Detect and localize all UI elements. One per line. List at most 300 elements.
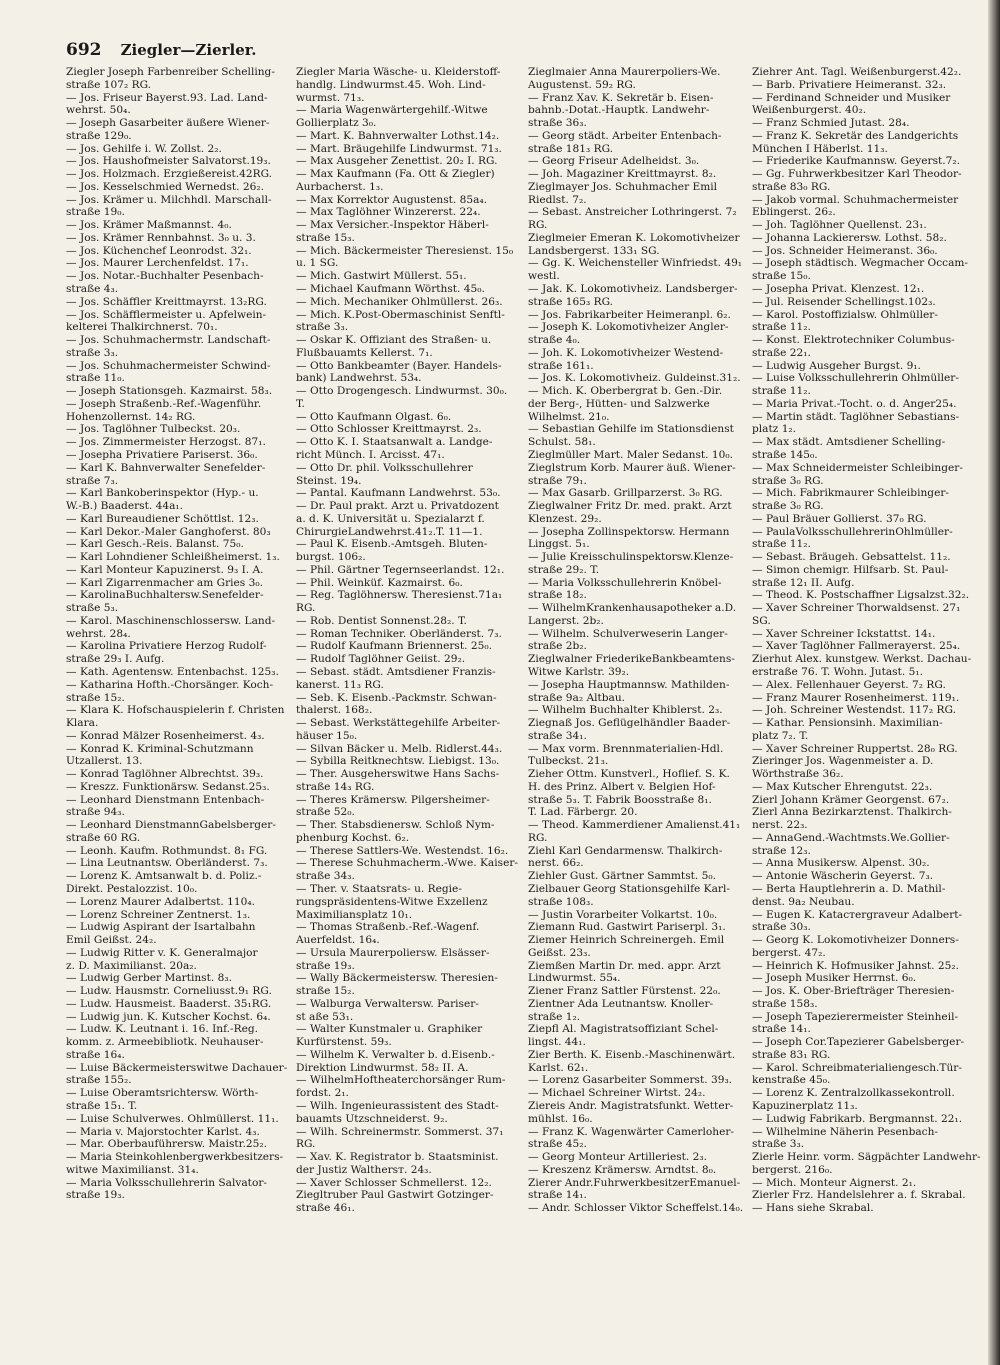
directory-entry-line: Zieglmeier Emeran K. Lokomotivheizer: [528, 231, 740, 244]
directory-entry-line: straße 19₃.: [296, 959, 355, 972]
directory-entry-line: — Rudolf Kaufmann Briennerst. 25₀.: [296, 640, 492, 653]
directory-entry-line: — Jos. Schneider Heimeranst. 36₀.: [752, 244, 938, 257]
directory-entry-line: — Joseph Gasarbeiter äußere Wiener-: [66, 117, 270, 130]
directory-entry-line: — Karl Gesch.-Reis. Balanst. 75₀.: [66, 538, 244, 551]
directory-entry-line: westl.: [528, 270, 560, 283]
directory-entry-line: nerst. 66₂.: [528, 857, 584, 870]
directory-entry-line: — Ludwig Ausgeher Burgst. 9₁.: [752, 359, 921, 372]
directory-entry-line: straße 9a₂ Altbau.: [528, 691, 626, 704]
directory-entry-line: straße 34₁.: [528, 729, 587, 742]
directory-column-2: [296, 66, 522, 1215]
directory-entry-line: straße 15₂.: [66, 691, 125, 704]
directory-entry-line: — Simon chemigr. Hilfsarb. St. Paul-: [752, 563, 949, 576]
directory-entry-line: — Karl Monteur Kapuzinerst. 9₃ I. A.: [66, 563, 264, 576]
directory-entry-line: — Friederike Kaufmannsw. Geyerst.7₂.: [752, 155, 961, 168]
directory-entry-line: bergerst. 216₀.: [752, 1163, 833, 1176]
directory-entry-line: straße 161₁.: [528, 359, 594, 372]
directory-entry-line: — Mich. Monteur Aignerst. 2₁.: [752, 1176, 917, 1189]
directory-entry-line: — Luise Volksschullehrerin Ohlmüller-: [752, 372, 959, 385]
directory-entry-line: RG.: [296, 602, 316, 615]
directory-entry-line: — Josepha Privat. Klenzest. 12₁.: [752, 283, 925, 296]
directory-entry-line: — Karl Dekor.-Maler Ganghoferst. 80₃: [66, 525, 271, 538]
directory-entry-line: — Franz Maurer Rosenheimerst. 119₁.: [752, 691, 960, 704]
directory-entry-line: straße 11₀.: [66, 372, 125, 385]
directory-entry-line: — Karl Zigarrenmacher am Gries 3₀.: [66, 576, 263, 589]
directory-entry-line: — Ferdinand Schneider und Musiker: [752, 91, 951, 104]
directory-entry-line: Ziemer Heinrich Schreinergeh. Emil: [528, 934, 725, 947]
directory-entry-line: — Walter Kunstmaler u. Graphiker: [296, 1023, 483, 1036]
directory-entry-line: a. d. K. Universität u. Spezialarzt f.: [296, 512, 485, 525]
directory-entry-line: Zieglmaier Anna Maurerpoliers-We.: [528, 66, 721, 78]
page-edge-shadow: [988, 0, 1000, 1365]
directory-entry-line: — Mich. Gastwirt Müllerst. 55₁.: [296, 270, 467, 283]
directory-entry-line: — Ludwig jun. K. Kutscher Kochst. 6₄.: [66, 1010, 271, 1023]
directory-entry-line: — Franz Schmied Jutast. 28₄.: [752, 117, 910, 130]
directory-entry-line: — Ludwig Fabrikarb. Bergmannst. 22₁.: [752, 1112, 963, 1125]
directory-entry-line: — Karolina Privatiere Herzog Rudolf-: [66, 640, 267, 653]
directory-entry-line: Langerst. 2b₂.: [528, 614, 604, 627]
directory-entry-line: — Georg Monteur Artilleriest. 2₃.: [528, 1151, 708, 1164]
directory-entry-line: — Ludw. K. Leutnant i. 16. Inf.-Reg.: [66, 1023, 258, 1036]
directory-entry-line: — Otto Drogengesch. Lindwurmst. 30₀.: [296, 385, 508, 398]
directory-entry-line: Zierle Heinr. vorm. Sägpächter Landwehr-: [752, 1151, 981, 1164]
directory-entry-line: — Jos. Notar.-Buchhalter Pesenbach-: [66, 270, 264, 283]
directory-entry-line: — Lorenz Schreiner Zentnerst. 1₃.: [66, 908, 251, 921]
directory-entry-line: München I Häberlst. 11₃.: [752, 142, 888, 155]
directory-entry-line: — WilhelmKrankenhausapotheker a.D.: [528, 602, 737, 615]
directory-entry-line: bauamts Utzschneiderst. 9₂.: [296, 1112, 448, 1125]
directory-entry-line: RG.: [296, 1138, 316, 1151]
directory-entry-line: — Joseph Tapezierermeister Steinheil-: [752, 1010, 959, 1023]
directory-entry-line: straße 145₀.: [752, 448, 818, 461]
directory-entry-line: — Sebastian Gehilfe im Stationsdienst: [528, 423, 734, 436]
directory-entry-line: straße 30₃.: [752, 921, 811, 934]
directory-entry-line: straße 83₁ RG.: [752, 1048, 831, 1061]
directory-entry-line: — Heinrich K. Hofmusiker Jahnst. 25₂.: [752, 959, 959, 972]
directory-entry-line: SG.: [752, 614, 771, 627]
directory-entry-line: — Theod. K. Postschaffner Ligsalzst.32₂.: [752, 589, 970, 602]
directory-entry-line: — Jakob vormal. Schuhmachermeister: [752, 193, 959, 206]
directory-entry-line: straße 12₁ II. Aufg.: [752, 576, 855, 589]
directory-entry-line: straße 3₀ RG.: [752, 474, 824, 487]
directory-entry-line: — Jos. Taglöhner Tulbeckst. 20₃.: [66, 423, 241, 436]
directory-entry-line: Ziehl Karl Gendarmensw. Thalkirch-: [528, 844, 723, 857]
directory-entry-line: rungspräsidentens-Witwe Exzellenz: [296, 895, 488, 908]
directory-entry-line: — Karol. Schreibmaterialiengesch.Tür-: [752, 1061, 962, 1074]
directory-entry-line: — Jos. Schäffler Kreittmayrst. 13₂RG.: [66, 295, 267, 308]
directory-entry-line: straße 83₀ RG.: [752, 180, 831, 193]
directory-entry-line: — Ludwig Ritter v. K. Generalmajor: [66, 946, 258, 959]
directory-entry-line: Zierer Andr.FuhrwerkbesitzerEmanuel-: [528, 1176, 741, 1189]
directory-entry-line: Zieher Ottm. Kunstverl., Hoflief. S. K.: [528, 768, 730, 781]
directory-entry-line: T. Lad. Färbergr. 20.: [528, 806, 638, 819]
directory-entry-line: — Josepha Zollinspektorsw. Hermann: [528, 525, 730, 538]
directory-entry-line: — Ther. Ausgeherswitwe Hans Sachs-: [296, 768, 500, 781]
directory-entry-line: — Andr. Schlosser Viktor Scheffelst.14₀.: [528, 1202, 744, 1215]
directory-entry-line: — Oskar K. Offiziant des Straßen- u.: [296, 334, 492, 347]
directory-entry-line: Ziegltruber Paul Gastwirt Gotzinger-: [296, 1189, 494, 1202]
directory-entry-line: Zierl Anna Bezirkarztenst. Thalkirch-: [752, 806, 952, 819]
directory-entry-line: — Karl Bureaudiener Schöttlst. 12₃.: [66, 512, 259, 525]
page-header: [66, 40, 960, 68]
directory-entry-line: straße 94₃.: [66, 806, 125, 819]
directory-column-1: [66, 66, 294, 1202]
directory-entry-line: — Georg K. Lokomotivheizer Donners-: [752, 934, 959, 947]
directory-entry-line: Flußbauamts Kellerst. 7₁.: [296, 346, 433, 359]
directory-entry-line: — Maria v. Majorstochter Karlst. 4₃.: [66, 1125, 260, 1138]
directory-entry-line: wurmst. 71₃.: [296, 91, 365, 104]
directory-entry-line: straße 15₁. T.: [66, 1100, 138, 1113]
directory-entry-line: — Karol. Postoffizialsw. Ohlmüller-: [752, 308, 938, 321]
directory-entry-line: — Max Gasarb. Grillparzerst. 3₀ RG.: [528, 487, 723, 500]
directory-entry-line: — Jos. Schuhmachermstr. Landschaft-: [66, 334, 271, 347]
directory-entry-line: — Rob. Dentist Sonnenst.28₂. T.: [296, 614, 467, 627]
directory-entry-line: — Xaver Schreiner Ickstattst. 14₁.: [752, 627, 936, 640]
directory-entry-line: Zieringer Jos. Wagenmeister a. D.: [752, 755, 934, 768]
directory-entry-line: straße 46₁.: [296, 1202, 355, 1215]
directory-entry-line: — Paul K. Eisenb.-Amtsgeh. Bluten-: [296, 538, 488, 551]
directory-entry-line: straße 3₃.: [296, 321, 349, 334]
directory-entry-line: straße 45₂.: [528, 1138, 587, 1151]
directory-entry-line: — Antonie Wäscherin Geyerst. 7₃.: [752, 870, 934, 883]
directory-entry-line: Direktion Lindwurmst. 58₂ II. A.: [296, 1061, 469, 1074]
directory-entry-line: Ziegnaß Jos. Geflügelhändler Baader-: [528, 717, 731, 730]
directory-entry-line: T.: [296, 397, 305, 410]
directory-entry-line: Zielbauer Georg Stationsgehilfe Karl-: [528, 883, 730, 895]
directory-entry-line: — Konrad Taglöhner Albrechtst. 39₃.: [66, 768, 264, 781]
directory-entry-line: der Berg-, Hütten- und Salzwerke: [528, 397, 710, 410]
directory-entry-line: Riedlst. 7₂.: [528, 193, 587, 206]
directory-entry-line: — Michael Schreiner Wirtst. 24₂.: [528, 1087, 706, 1100]
directory-entry-line: — Gg. K. Weichensteller Winfriedst. 49₁: [528, 257, 743, 270]
directory-entry-line: — Therese Schuhmacherm.-Wwe. Kaiser-: [296, 857, 518, 870]
directory-entry-line: — Mich. Bäckermeister Theresienst. 15₀: [296, 244, 514, 257]
directory-entry-line: der Justiz Walthersт. 24₃.: [296, 1163, 432, 1176]
directory-entry-line: straße 29₂. T.: [528, 563, 600, 576]
directory-entry-line: kanerst. 11₃ RG.: [296, 678, 384, 691]
directory-entry-line: — Ursula Maurerpoliersw. Elsässer-: [296, 946, 490, 959]
directory-entry-line: — Jos. Schuhmachermeister Schwind-: [66, 359, 271, 372]
directory-entry-line: — Theod. Kammerdiener Amalienst.41₁: [528, 819, 741, 832]
directory-entry-line: Geißst. 23₃.: [528, 946, 591, 959]
directory-entry-line: Landsbergerst. 133₁ SG.: [528, 244, 660, 257]
directory-entry-line: häuser 15₀.: [296, 729, 358, 742]
directory-entry-line: — Jos. Krämer u. Milchhdl. Marschall-: [66, 193, 272, 206]
directory-entry-line: — Max Versicher.-Inspektor Häberl-: [296, 219, 489, 232]
directory-entry-line: Ziehrer Ant. Tagl. Weißenburgerst.42₂.: [752, 66, 962, 78]
directory-entry-line: straße 4₃.: [66, 283, 119, 296]
directory-entry-line: — Phil. Weinküf. Kazmairst. 6₀.: [296, 576, 463, 589]
directory-entry-line: — Maria Steinkohlenbergwerkbesitzers-: [66, 1151, 284, 1164]
directory-entry-line: mühlst. 16₀.: [528, 1112, 593, 1125]
directory-entry-line: komm. z. Armeebibliotk. Neuhauser-: [66, 1036, 264, 1049]
directory-entry-line: — Max Korrektor Augustenst. 85a₄.: [296, 193, 488, 206]
directory-entry-line: — Sebast. städt. Amtsdiener Franzis-: [296, 665, 496, 678]
directory-entry-line: straße 22₁.: [752, 346, 811, 359]
directory-entry-line: Zieglmüller Mart. Maler Sedanst. 10₀.: [528, 448, 733, 461]
directory-entry-line: — Maria Wagenwärtergehilf.-Witwe: [296, 104, 488, 117]
directory-entry-line: Ziemßen Martin Dr. med. appr. Arzt: [528, 959, 721, 972]
directory-entry-line: — Joh. Taglöhner Quellenst. 23₁.: [752, 219, 927, 232]
directory-entry-line: lingst. 44₁.: [528, 1036, 586, 1049]
directory-entry-line: — Franz Xav. K. Sekretär b. Eisen-: [528, 91, 714, 104]
directory-entry-line: u. 1 SG.: [296, 257, 339, 270]
directory-entry-line: — Jos. K. Ober-Briefträger Theresien-: [752, 985, 955, 998]
directory-entry-line: — Leonhard Dienstmann Entenbach-: [66, 793, 265, 806]
directory-entry-line: — Ludwig Aspirant der Isartalbahn: [66, 921, 256, 934]
directory-entry-line: Steinst. 19₄.: [296, 474, 362, 487]
directory-entry-line: — Leonhard DienstmannGabelsberger-: [66, 819, 276, 832]
directory-entry-line: — Konst. Elektrotechniker Columbus-: [752, 334, 955, 347]
directory-entry-line: — Max Kutscher Ehrengutst. 22₃.: [752, 780, 933, 793]
directory-entry-line: — Luise Oberamtsrichtersw. Wörth-: [66, 1087, 259, 1100]
directory-entry-line: — Otto Schlosser Kreittmayrst. 2₃.: [296, 423, 482, 436]
directory-entry-line: Zieglwalner Fritz Dr. med. prakt. Arzt: [528, 500, 732, 513]
directory-entry-line: — Leonh. Kaufm. Rothmundst. 8₁ FG.: [66, 844, 268, 857]
directory-entry-line: — Mich. Fabrikmaurer Schleibinger-: [752, 487, 949, 500]
directory-entry-line: bergerst. 47₂.: [752, 946, 826, 959]
directory-entry-line: — Mich. K.Post-Obermaschinist Senftl-: [296, 308, 505, 321]
directory-entry-line: — Ther. Stabsdienersw. Schloß Nym-: [296, 819, 495, 832]
directory-entry-line: H. des Prinz. Albert v. Belgien Hof-: [528, 780, 716, 793]
directory-entry-line: straße 107₂ RG.: [66, 78, 152, 91]
directory-entry-line: — Thomas Straßenb.-Ref.-Wagenf.: [296, 921, 480, 934]
directory-entry-line: — Sebast. Anstreicher Lothringerst. 7₂: [528, 206, 737, 219]
directory-entry-line: — Lina Leutnantsw. Oberländerst. 7₃.: [66, 857, 268, 870]
directory-entry-line: — Max Schneidermeister Schleibinger-: [752, 461, 963, 474]
directory-entry-line: straße 11₂.: [752, 321, 811, 334]
directory-entry-line: — Konrad K. Kriminal-Schutzmann: [66, 742, 254, 755]
directory-entry-line: Zieglstrum Korb. Maurer äuß. Wiener-: [528, 461, 736, 474]
directory-entry-line: — Konrad Mälzer Rosenheimerst. 4₃.: [66, 729, 265, 742]
directory-entry-line: nerst. 22₃.: [752, 819, 808, 832]
directory-entry-line: — Rudolf Taglöhner Geiist. 29₂.: [296, 653, 466, 666]
directory-entry-line: straße 19₃.: [66, 1189, 125, 1202]
directory-entry-line: Aurbacherst. 1₃.: [296, 180, 384, 193]
directory-entry-line: Ziegler Joseph Farbenreiber Schelling-: [66, 66, 275, 78]
directory-entry-line: — Georg Friseur Adelheidst. 3₀.: [528, 155, 700, 168]
directory-entry-line: platz 7₂. T.: [752, 729, 809, 742]
directory-entry-line: straße 15₃.: [296, 231, 355, 244]
directory-entry-line: platz 1₂.: [752, 423, 797, 436]
directory-entry-line: Hohenzollernst. 14₂ RG.: [66, 410, 196, 423]
directory-entry-line: — Lorenz Maurer Adalbertst. 110₄.: [66, 895, 256, 908]
directory-entry-line: straße 19₀.: [66, 206, 125, 219]
directory-entry-line: — Max Taglöhner Winzererst. 22₄.: [296, 206, 481, 219]
directory-entry-line: — Silvan Bäcker u. Melb. Ridlerst.44₃.: [296, 742, 503, 755]
directory-entry-line: straße 5₃.: [66, 602, 119, 615]
directory-entry-line: — Walburga Verwaltersw. Pariser-: [296, 997, 479, 1010]
directory-entry-line: straße 36₃.: [528, 117, 587, 130]
directory-entry-line: straße 60 RG.: [66, 831, 141, 844]
directory-entry-line: — Kath. Agentensw. Entenbachst. 125₃.: [66, 665, 279, 678]
directory-entry-line: straße 11₂.: [752, 538, 811, 551]
directory-entry-line: straße 108₃.: [528, 895, 594, 908]
directory-entry-line: — Michael Kaufmann Wörthst. 45₀.: [296, 283, 485, 296]
directory-entry-line: — Mart. Bräugehilfe Lindwurmst. 71₃.: [296, 142, 502, 155]
directory-entry-line: — Berta Hauptlehrerin a. D. Mathil-: [752, 883, 946, 895]
directory-entry-line: — Gg. Fuhrwerkbesitzer Karl Theodor-: [752, 168, 962, 181]
page-title: Ziegler—Zierler.: [120, 41, 257, 59]
directory-entry-line: — Klara K. Hofschauspielerin f. Christen: [66, 704, 285, 717]
directory-entry-line: RG.: [528, 831, 548, 844]
directory-entry-line: — Luise Schulverwes. Ohlmüllerst. 11₁.: [66, 1112, 279, 1125]
directory-entry-line: phenburg Kochst. 6₂.: [296, 831, 410, 844]
directory-entry-line: — Jos. Gehilfe i. W. Zollst. 2₂.: [66, 142, 222, 155]
directory-entry-line: — Reg. Taglöhnersw. Theresienst.71a₁: [296, 589, 503, 602]
directory-entry-line: — Wilhelm Buchhalter Khiblerst. 2₃.: [528, 704, 723, 717]
directory-entry-line: Utzallerst. 13.: [66, 755, 143, 768]
directory-entry-line: — Xaver Schlosser Schmellerst. 12₂.: [296, 1176, 492, 1189]
directory-entry-line: Tulbeckst. 21₃.: [528, 755, 609, 768]
directory-entry-line: straße 14₁.: [752, 1023, 811, 1036]
directory-entry-line: erstraße 76. T. Wohn. Jutast. 5₁.: [752, 665, 923, 678]
directory-entry-line: — Julie Kreisschulinspektorsw.Klenze-: [528, 551, 734, 564]
directory-column-4: [752, 66, 984, 1215]
directory-entry-line: — Mich. K. Oberbergrat b. Gen.-Dir.: [528, 385, 723, 398]
directory-entry-line: — Roman Techniker. Oberländerst. 7₃.: [296, 627, 502, 640]
directory-entry-line: — Wilh. Ingenieurassistent des Stadt-: [296, 1100, 499, 1113]
directory-entry-line: — Karl Lohndiener Schleißheimerst. 1₃.: [66, 551, 280, 564]
directory-entry-line: Wörthstraße 36₂.: [752, 768, 844, 781]
directory-entry-line: Zierler Frz. Handelslehrer a. f. Skrabal.: [752, 1189, 966, 1202]
directory-entry-line: — Karl Bankoberinspektor (Hyp.- u.: [66, 487, 259, 500]
directory-entry-line: handlg. Lindwurmst.45. Woh. Lind-: [296, 78, 486, 91]
directory-entry-line: — Xaver Schreiner Ruppertst. 28₀ RG.: [752, 742, 958, 755]
directory-entry-line: Karlst. 62₁.: [528, 1061, 589, 1074]
directory-entry-line: witwe Maximilianst. 31₄.: [66, 1163, 199, 1176]
directory-entry-line: straße 14₁.: [528, 1189, 587, 1202]
directory-entry-line: Ziegler Maria Wäsche- u. Kleiderstoff-: [296, 66, 501, 78]
directory-entry-line: — Joh. K. Lokomotivheizer Westend-: [528, 346, 724, 359]
directory-entry-line: — Mar. Oberbauführersw. Maistr.25₂.: [66, 1138, 268, 1151]
directory-entry-line: straße 15₀.: [752, 270, 811, 283]
directory-entry-line: — Wilhelm. Schulverweserin Langer-: [528, 627, 728, 640]
directory-entry-line: — Paul Bräuer Gollierst. 37₀ RG.: [752, 512, 927, 525]
directory-entry-line: — AnnaGend.-Wachtmsts.We.Gollier-: [752, 831, 950, 844]
directory-entry-line: — Alex. Fellenhauer Geyerst. 7₂ RG.: [752, 678, 946, 691]
directory-entry-line: wehrst. 50₄.: [66, 104, 131, 117]
directory-entry-line: — Sebast. Bräugeh. Gebsattelst. 11₂.: [752, 551, 951, 564]
directory-entry-line: — Lorenz K. Zentralzollkassekontroll.: [752, 1087, 955, 1100]
directory-entry-line: — Otto Dr. phil. Volksschullehrer: [296, 461, 473, 474]
directory-entry-line: — Jos. Fabrikarbeiter Heimeranpl. 6₂.: [528, 308, 731, 321]
directory-entry-line: straße 1₂.: [528, 1010, 581, 1023]
directory-entry-line: — Georg städt. Arbeiter Entenbach-: [528, 129, 722, 142]
directory-entry-line: Zier Berth. K. Eisenb.-Maschinenwärt.: [528, 1048, 736, 1061]
directory-entry-line: — Maria Volksschullehrerin Salvator-: [66, 1176, 267, 1189]
directory-entry-line: Zientner Ada Leutnantsw. Knoller-: [528, 997, 714, 1010]
directory-entry-line: — WilhelmHoftheaterchorsänger Rum-: [296, 1074, 506, 1087]
directory-entry-line: — Dr. Paul prakt. Arzt u. Privatdozent: [296, 500, 499, 513]
directory-entry-line: — Joseph Stationsgeh. Kazmairst. 58₃.: [66, 385, 273, 398]
directory-entry-line: — Jos. Krämer Maßmannst. 4₀.: [66, 219, 232, 232]
directory-entry-line: — Maria Privat.-Tocht. o. d. Anger25₄.: [752, 397, 957, 410]
directory-entry-line: — Wally Bäckermeistersw. Theresien-: [296, 972, 498, 985]
directory-entry-line: — Seb. K. Eisenb.-Packmstr. Schwan-: [296, 691, 497, 704]
directory-entry-line: straße 14₃ RG.: [296, 780, 375, 793]
directory-entry-line: — Pantal. Kaufmann Landwehrst. 53₀.: [296, 487, 501, 500]
directory-entry-line: straße 12₃.: [752, 844, 811, 857]
directory-entry-line: — Jos. Schäfflermeister u. Apfelwein-: [66, 308, 267, 321]
directory-entry-line: — Otto K. I. Staatsanwalt a. Landge-: [296, 436, 493, 449]
directory-entry-line: straße 158₃.: [752, 997, 818, 1010]
page-number: 692: [66, 40, 102, 60]
directory-entry-line: straße 3₃.: [66, 346, 119, 359]
directory-entry-line: Klara.: [66, 717, 99, 730]
directory-entry-line: bahnb.-Dotat.-Hauptk. Landwehr-: [528, 104, 710, 117]
directory-entry-line: — Joh. Schreiner Westendst. 117₂ RG.: [752, 704, 956, 717]
directory-entry-line: Schulst. 58₁.: [528, 436, 596, 449]
directory-entry-line: — Barb. Privatiere Heimeranst. 32₃.: [752, 78, 947, 91]
directory-entry-line: — Jos. Zimmermeister Herzogst. 87₁.: [66, 436, 266, 449]
directory-entry-line: Kapuzinerplatz 11₃.: [752, 1100, 858, 1113]
directory-entry-line: kenstraße 45₀.: [752, 1074, 831, 1087]
directory-entry-line: straße 4₀.: [528, 334, 581, 347]
directory-entry-line: — Kreszz. Funktionärsw. Sedanst.25₃.: [66, 780, 270, 793]
directory-entry-line: richt Münch. I. Arcisst. 47₁.: [296, 448, 445, 461]
directory-entry-line: — Wilhelm K. Verwalter b. d.Eisenb.-: [296, 1048, 495, 1061]
directory-entry-line: straße 15₂.: [296, 985, 355, 998]
directory-entry-line: — Luise Bäckermeisterswitwe Dachauer-: [66, 1061, 288, 1074]
directory-entry-line: straße 2b₂.: [528, 640, 587, 653]
directory-entry-line: — Mich. Mechaniker Ohlmüllerst. 26₃.: [296, 295, 503, 308]
directory-entry-line: — Mart. K. Bahnverwalter Lothst.14₂.: [296, 129, 500, 142]
directory-entry-line: — Katharina Hofth.-Chorsänger. Koch-: [66, 678, 274, 691]
directory-entry-line: — Therese Sattlers-We. Westendst. 16₂.: [296, 844, 509, 857]
directory-entry-line: Klenzest. 29₂.: [528, 512, 602, 525]
directory-entry-line: Lindwurmst. 55₄.: [528, 972, 621, 985]
directory-entry-line: Weißenburgerst. 40₂.: [752, 104, 867, 117]
directory-entry-line: — Hans siehe Skrabal.: [752, 1202, 874, 1215]
directory-entry-line: Emil Geißst. 24₂.: [66, 934, 157, 947]
directory-entry-line: st aße 53₁.: [296, 1010, 354, 1023]
directory-entry-line: — Anna Musikersw. Alpenst. 30₂.: [752, 857, 930, 870]
directory-entry-line: Zierl Johann Krämer Georgenst. 67₂.: [752, 793, 950, 806]
directory-entry-line: wehrst. 28₄.: [66, 627, 131, 640]
directory-entry-line: Ziener Franz Sattler Fürstenst. 22₀.: [528, 985, 721, 998]
directory-entry-line: straße 7₃.: [66, 474, 119, 487]
directory-entry-line: — Jos. Holzmach. Erzgießereist.42RG.: [66, 168, 273, 181]
directory-entry-line: Eblingerst. 26₂.: [752, 206, 836, 219]
directory-entry-line: — KarolinaBuchhaltersw.Senefelder-: [66, 589, 264, 602]
directory-entry-line: RG.: [528, 219, 548, 232]
directory-entry-line: ChirurgieLandwehrst.41₂.T. 11—1.: [296, 525, 483, 538]
directory-entry-line: — Jak. K. Lokomotivheiz. Landsberger-: [528, 283, 738, 296]
directory-entry-line: — Martin städt. Taglöhner Sebastians-: [752, 410, 960, 423]
directory-entry-line: — Kathar. Pensionsinh. Maximilian-: [752, 717, 943, 730]
directory-entry-line: Maximiliansplatz 10₁.: [296, 908, 413, 921]
directory-entry-line: — Jos. Haushofmeister Salvatorst.19₃.: [66, 155, 271, 168]
directory-entry-line: — Josepha Hauptmannsw. Mathilden-: [528, 678, 730, 691]
directory-entry-line: — Karol. Maschinenschlossersw. Land-: [66, 614, 276, 627]
directory-entry-line: — Jos. K. Lokomotivheiz. Guldeinst.31₂.: [528, 372, 741, 385]
directory-entry-line: — Wilhelmine Näherin Pesenbach-: [752, 1125, 939, 1138]
directory-entry-line: — Max Ausgeher Zenettist. 20₂ I. RG.: [296, 155, 498, 168]
directory-entry-line: — Maria Volksschullehrerin Knöbel-: [528, 576, 722, 589]
directory-entry-line: — Lorenz Gasarbeiter Sommerst. 39₃.: [528, 1074, 733, 1087]
directory-entry-line: — Sybilla Reitknechtsw. Liebigst. 13₀.: [296, 755, 500, 768]
directory-entry-line: — Karl K. Bahnverwalter Senefelder-: [66, 461, 266, 474]
directory-entry-line: Ziehler Gust. Gärtner Sammtst. 5₀.: [528, 870, 716, 883]
directory-entry-line: — Max städt. Amtsdiener Schelling-: [752, 436, 946, 449]
directory-entry-line: — Jos. Friseur Bayerst.93. Lad. Land-: [66, 91, 268, 104]
directory-entry-line: — Xaver Taglöhner Fallmerayerst. 25₄.: [752, 640, 961, 653]
directory-entry-line: — Joseph städtisch. Wegmacher Occam-: [752, 257, 969, 270]
directory-entry-line: — Franz K. Wagenwärter Camerloher-: [528, 1125, 734, 1138]
directory-entry-line: Zierhut Alex. kunstgew. Werkst. Dachau-: [752, 653, 972, 666]
directory-entry-line: — Jos. Maurer Lerchenfeldst. 17₁.: [66, 257, 249, 270]
